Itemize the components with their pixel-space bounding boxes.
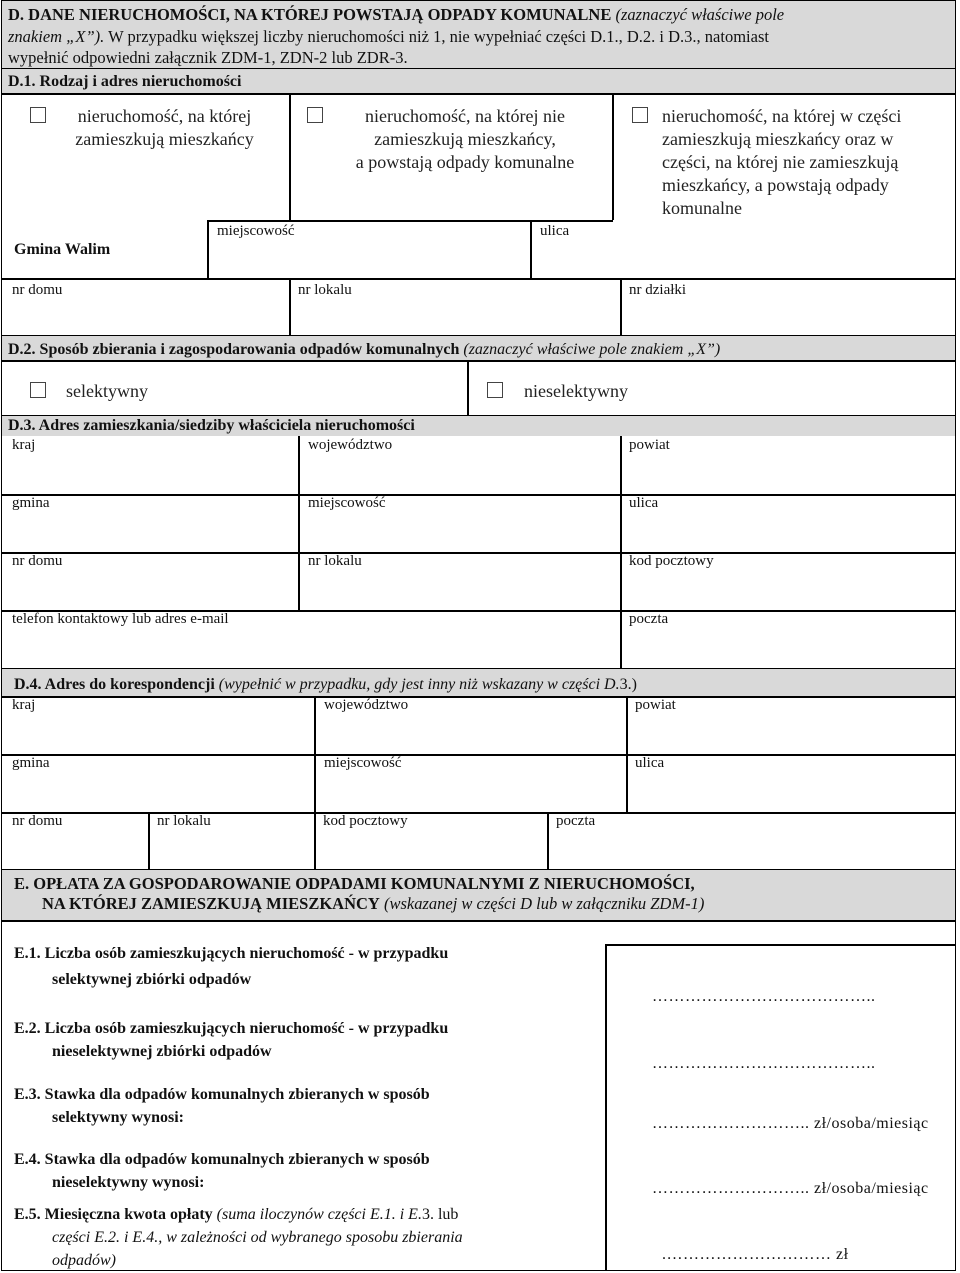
e5-label: E.5. Miesięczna kwota opłaty (suma iloczynów części E.1. i E.3. lub części E.2. i E.4., w zależności od wybranego sposobu zbierania odpadów) <box>14 1206 463 1269</box>
d3-kod-pocztowy-field[interactable]: kod pocztowy <box>629 553 714 569</box>
d4-poczta-field[interactable]: poczta <box>556 813 596 829</box>
d4-miejscowosc-field[interactable]: miejscowość <box>324 755 402 771</box>
d3-miejscowosc-field[interactable]: miejscowość <box>308 495 386 511</box>
d4-wojewodztwo-field[interactable]: województwo <box>324 697 409 713</box>
d1-option2-label: nieruchomość, na której nie zamieszkują mieszkańcy, a powstają odpady komunalne <box>355 106 575 172</box>
gmina-name: Gmina Walim <box>14 241 111 258</box>
section-d-note-line2 <box>8 26 769 47</box>
d3-poczta-field[interactable]: poczta <box>629 611 669 627</box>
d3-telefon-field[interactable]: telefon kontaktowy lub adres e-mail <box>12 611 229 627</box>
e4-label: E.4. Stawka dla odpadów komunalnych zbieranych w sposób nieselektywny wynosi: <box>14 1151 430 1191</box>
d4-gmina-field[interactable]: gmina <box>12 755 50 771</box>
d1-option1-label: nieruchomość, na której zamieszkują mieszkańcy <box>75 106 254 149</box>
section-d-note-text: W przypadku większej liczby nieruchomości niż 1, nie wypełniać części D.1., D.2. i D.3., natomiast <box>108 27 769 46</box>
d4-powiat-field[interactable]: powiat <box>635 697 676 713</box>
d4-ulica-field[interactable]: ulica <box>635 755 665 771</box>
section-d-note-line3: wypełnić odpowiedni załącznik ZDM-1, ZDN-2 lub ZDR-3. <box>8 48 408 67</box>
e5-value-field[interactable]: .………………………… zł <box>662 1246 849 1263</box>
d2-selektywny-label: selektywny <box>66 381 148 401</box>
d2-nieselektywny-label: nieselektywny <box>524 381 628 401</box>
d3-nr-lokalu-field[interactable]: nr lokalu <box>308 553 362 569</box>
e4-value-field[interactable]: ……………………….. zł/osoba/miesiąc <box>652 1180 929 1197</box>
d2-nieselektywny-checkbox[interactable] <box>487 382 503 398</box>
d1-option1-checkbox[interactable] <box>30 107 46 123</box>
d2-selektywny-checkbox[interactable] <box>30 382 46 398</box>
d4-kod-pocztowy-field[interactable]: kod pocztowy <box>323 813 408 829</box>
section-d-note-italic: znakiem „X”). <box>8 27 105 46</box>
e1-label: E.1. Liczba osób zamieszkujących nieruchomość - w przypadku selektywnej zbiórki odpadów <box>14 945 449 988</box>
d1-nr-domu-field[interactable]: nr domu <box>12 282 63 298</box>
section-d-title-italic: (zaznaczyć właściwe pole <box>615 5 785 24</box>
d2-title: D.2. Sposób zbierania i zagospodarowania odpadów komunalnych (zaznaczyć właściwe pole znakiem „X”) <box>8 341 721 358</box>
e2-value-field[interactable]: ………………………………….. <box>652 1055 876 1072</box>
d3-kraj-field[interactable]: kraj <box>12 437 36 453</box>
d1-ulica-field[interactable]: ulica <box>540 223 570 239</box>
d4-title: D.4. Adres do korespondencji (wypełnić w przypadku, gdy jest inny niż wskazany w części D.3.) <box>14 676 637 693</box>
section-e-title-line2: NA KTÓREJ ZAMIESZKUJĄ MIESZKAŃCY (wskazanej w części D lub w załączniku ZDM-1) <box>42 894 705 913</box>
d1-miejscowosc-field[interactable]: miejscowość <box>217 223 295 239</box>
d3-gmina-field[interactable]: gmina <box>12 495 50 511</box>
e3-label: E.3. Stawka dla odpadów komunalnych zbieranych w sposób selektywny wynosi: <box>14 1086 430 1126</box>
d4-nr-domu-field[interactable]: nr domu <box>12 813 63 829</box>
section-d-title-bold: D. DANE NIERUCHOMOŚCI, NA KTÓREJ POWSTAJĄ ODPADY KOMUNALNE <box>8 5 612 24</box>
d3-nr-domu-field[interactable]: nr domu <box>12 553 63 569</box>
d1-option3-label: nieruchomość, na której w części zamieszkują mieszkańcy oraz w części, na której nie zamieszkują mieszkańcy, a powstają odpady komunalne <box>662 106 902 218</box>
d3-ulica-field[interactable]: ulica <box>629 495 659 511</box>
d4-kraj-field[interactable]: kraj <box>12 697 36 713</box>
e2-label: E.2. Liczba osób zamieszkujących nieruchomość - w przypadku nieselektywnej zbiórki odpadów <box>14 1020 449 1060</box>
d3-title: D.3. Adres zamieszkania/siedziby właściciela nieruchomości <box>8 417 415 434</box>
d1-option3-checkbox[interactable] <box>632 107 648 123</box>
d3-powiat-field[interactable]: powiat <box>629 437 670 453</box>
d1-nr-lokalu-field[interactable]: nr lokalu <box>298 282 352 298</box>
d1-title: D.1. Rodzaj i adres nieruchomości <box>8 73 242 90</box>
d1-nr-dzialki-field[interactable]: nr działki <box>629 282 687 298</box>
e3-value-field[interactable]: ……………………….. zł/osoba/miesiąc <box>652 1115 929 1132</box>
e1-value-field[interactable]: ………………………………….. <box>652 988 876 1005</box>
section-d-title <box>8 4 784 25</box>
section-e-title-line1: E. OPŁATA ZA GOSPODAROWANIE ODPADAMI KOMUNALNYMI Z NIERUCHOMOŚCI, <box>14 874 695 893</box>
d4-nr-lokalu-field[interactable]: nr lokalu <box>157 813 211 829</box>
d1-option2-checkbox[interactable] <box>307 107 323 123</box>
d3-wojewodztwo-field[interactable]: województwo <box>308 437 393 453</box>
